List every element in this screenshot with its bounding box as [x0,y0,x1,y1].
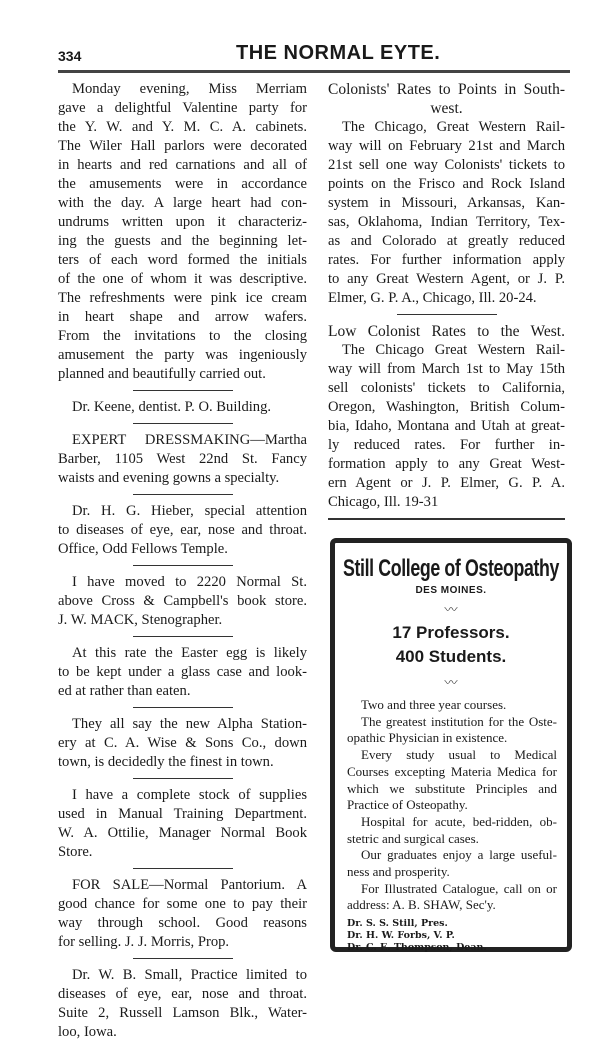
text-line: ery at C. A. Wise & Sons Co., down [58,735,307,751]
text-line: Monday evening, Miss Merriam [72,81,307,97]
text-line: The Chicago Great Western Rail- [342,342,565,358]
text-line: EXPERT DRESSMAKING—Martha [72,432,307,448]
item-separator [133,958,233,959]
text-line: loo, Iowa. [58,1024,117,1040]
ad-officers [335,914,567,958]
text-line: I have moved to 2220 Normal St. [72,574,307,590]
ad-paragraph [347,714,557,747]
right-column [328,80,565,526]
text-line: I have a complete stock of supplies [72,787,307,803]
header-rule [58,70,570,73]
officer-line: Dr. S. S. Still, Pres. [347,918,448,930]
text-line: Dr. Keene, dentist. P. O. Building. [72,399,272,415]
ad-students: 400 Students. [395,647,507,666]
text-line: sas, Oklahoma, Indian Territory, Tex- [328,214,565,230]
text-line: stetric and surgical cases. [347,830,479,846]
notice-item [58,80,307,384]
text-line: ly reduced rates. For further in- [328,437,565,453]
text-line: The Chicago, Great Western Rail- [342,119,565,135]
text-line: Practice of Osteopathy. [347,797,468,813]
text-line: Chicago, Ill. 19-31 [328,494,439,510]
ad-body [335,697,567,914]
ad-paragraph [347,881,557,914]
text-line: formation apply to any Great West- [328,456,565,472]
text-line: used in Manual Training Department. [58,806,307,822]
text-line: At this rate the Easter egg is likely [72,645,307,661]
article-heading: Low Colonist Rates to the West. [328,323,565,340]
text-line: in hearts and red carnations and all of [58,157,307,173]
text-line: The Wiler Hall parlors were decorated [58,138,307,154]
item-separator [133,636,233,637]
text-line: Dr. W. B. Small, Practice limited to [72,967,307,983]
ad-professors: 17 Professors. [392,623,510,642]
text-line: Elmer, G. P. A., Chicago, Ill. 20-24. [328,290,537,306]
ad-paragraph [347,814,557,847]
text-line: They all say the new Alpha Station- [72,716,307,732]
text-line: Hospital for acute, bed-ridden, ob- [361,813,557,829]
text-line: Two and three year courses. [361,697,507,712]
text-line: Oregon, Washington, British Colum- [328,399,565,415]
item-separator [397,314,497,315]
text-line: opathic Physician in existence. [347,730,508,746]
column-rule [328,518,565,520]
notice-item [58,715,307,772]
text-line: Office, Odd Fellows Temple. [58,541,228,557]
text-line: Every study usual to Medical [361,747,557,763]
text-line: planned and beautifully carried out. [58,366,266,382]
text-line: of the one of whom it was descriptive. [58,271,307,287]
notice-item [58,431,307,488]
ad-title: Still College of Osteopathy [343,555,559,582]
notice-item [58,786,307,862]
notice-item [58,966,307,1042]
text-line: FOR SALE—Normal Pantorium. A [72,877,307,893]
text-line: Dr. H. G. Hieber, special attention [72,503,307,519]
notice-item [58,573,307,630]
ad-paragraph [347,847,557,880]
item-separator [133,565,233,566]
text-line: way will on February 21st and March [328,138,565,154]
text-line: ern Agent or J. P. Elmer, G. P. A. [328,475,565,491]
article-body [328,118,565,308]
still-college-advertisement [330,538,572,952]
item-separator [133,868,233,869]
text-line: Store. [58,844,93,860]
notice-item [58,502,307,559]
text-line: which we substitute Principles and [347,780,557,796]
text-line: rates. For further information apply [328,252,565,268]
text-line: bia, Idaho, Montana and Utah at great- [328,418,565,434]
article-heading: west. [430,100,463,117]
text-line: good chance for some one to pay their [58,896,307,912]
text-line: ness and prosperity. [347,864,450,880]
text-line: for selling. J. J. Morris, Prop. [58,934,230,950]
item-separator [133,423,233,424]
ad-paragraph [347,747,557,814]
text-line: system in Missouri, Arkansas, Kan- [328,195,565,211]
text-line: For Illustrated Catalogue, call on or [361,880,557,896]
text-line: the amusements were in accordance [58,176,307,192]
article-body [328,341,565,512]
item-separator [133,707,233,708]
item-separator [133,390,233,391]
text-line: Suite 2, Russell Lamson Blk., Water- [58,1005,307,1021]
flourish-ornament-icon: 〰 [444,675,458,690]
text-line: in heart shape and arrow wafers. [58,309,307,325]
flourish-ornament-icon: 〰 [444,602,458,617]
left-column [58,80,307,1042]
text-line: diseases of eye, ear, nose and throat. [58,986,307,1002]
text-line: ing the guests and the beginning let- [58,233,307,249]
text-line: gave a delightful Valentine party for [58,100,307,116]
text-line: Our graduates enjoy a large useful- [361,847,557,863]
page-number: 334 [58,48,82,64]
text-line: points on the Frisco and Rock Island [328,176,565,192]
text-line: address: A. B. SHAW, Sec'y. [347,897,496,913]
ad-paragraph [347,697,557,714]
article-heading: Colonists' Rates to Points in South- [328,81,565,98]
text-line: waists and evening gowns a specialty. [58,470,280,486]
text-line: above Cross & Campbell's book store. [58,593,307,609]
text-line: ed at rather than eaten. [58,683,191,699]
text-line: with the day. A large heart had con- [58,195,307,211]
text-line: way through school. Good reasons [58,915,307,931]
text-line: sell colonists' tickets to California, [328,380,565,396]
text-line: 21st sell one way Colonists' tickets to [328,157,565,173]
text-line: the Y. W. and Y. M. C. A. cabinets. [58,119,307,135]
ad-location: DES MOINES. [415,585,487,596]
text-line: undrums written upon it characteriz- [58,214,307,230]
text-line: Courses excepting Materia Medica for [347,763,557,779]
masthead-title: THE NORMAL EYTE. [236,42,441,64]
text-line: amusement the party was ingeniously [58,347,307,363]
text-line: W. A. Ottilie, Manager Normal Book [58,825,307,841]
text-line: to any Great Western Agent, or J. P. [328,271,565,287]
text-line: ters of each word formed the initials [58,252,307,268]
officer-line: Dr. H. W. Forbs, V. P. [347,930,455,942]
text-line: J. W. MACK, Stenographer. [58,612,223,628]
text-line: The refreshments were pink ice cream [58,290,307,306]
text-line: to diseases of eye, ear, nose and throat. [58,522,307,538]
text-line: From the invitations to the closing [58,328,307,344]
item-separator [133,778,233,779]
notice-item [58,398,307,417]
text-line: town, is decidedly the finest in town. [58,754,274,770]
notice-item [58,644,307,701]
text-line: as and Colorado at greatly reduced [328,233,565,249]
text-line: to be kept under a glass case and look- [58,664,307,680]
officer-line: Dr. C. E. Thompson, Dean. [347,942,487,954]
item-separator [133,494,233,495]
text-line: way will from March 1st to May 15th [328,361,565,377]
text-line: The greatest institution for the Oste- [361,713,557,729]
notice-item [58,876,307,952]
text-line: Barber, 1105 West 22nd St. Fancy [58,451,307,467]
